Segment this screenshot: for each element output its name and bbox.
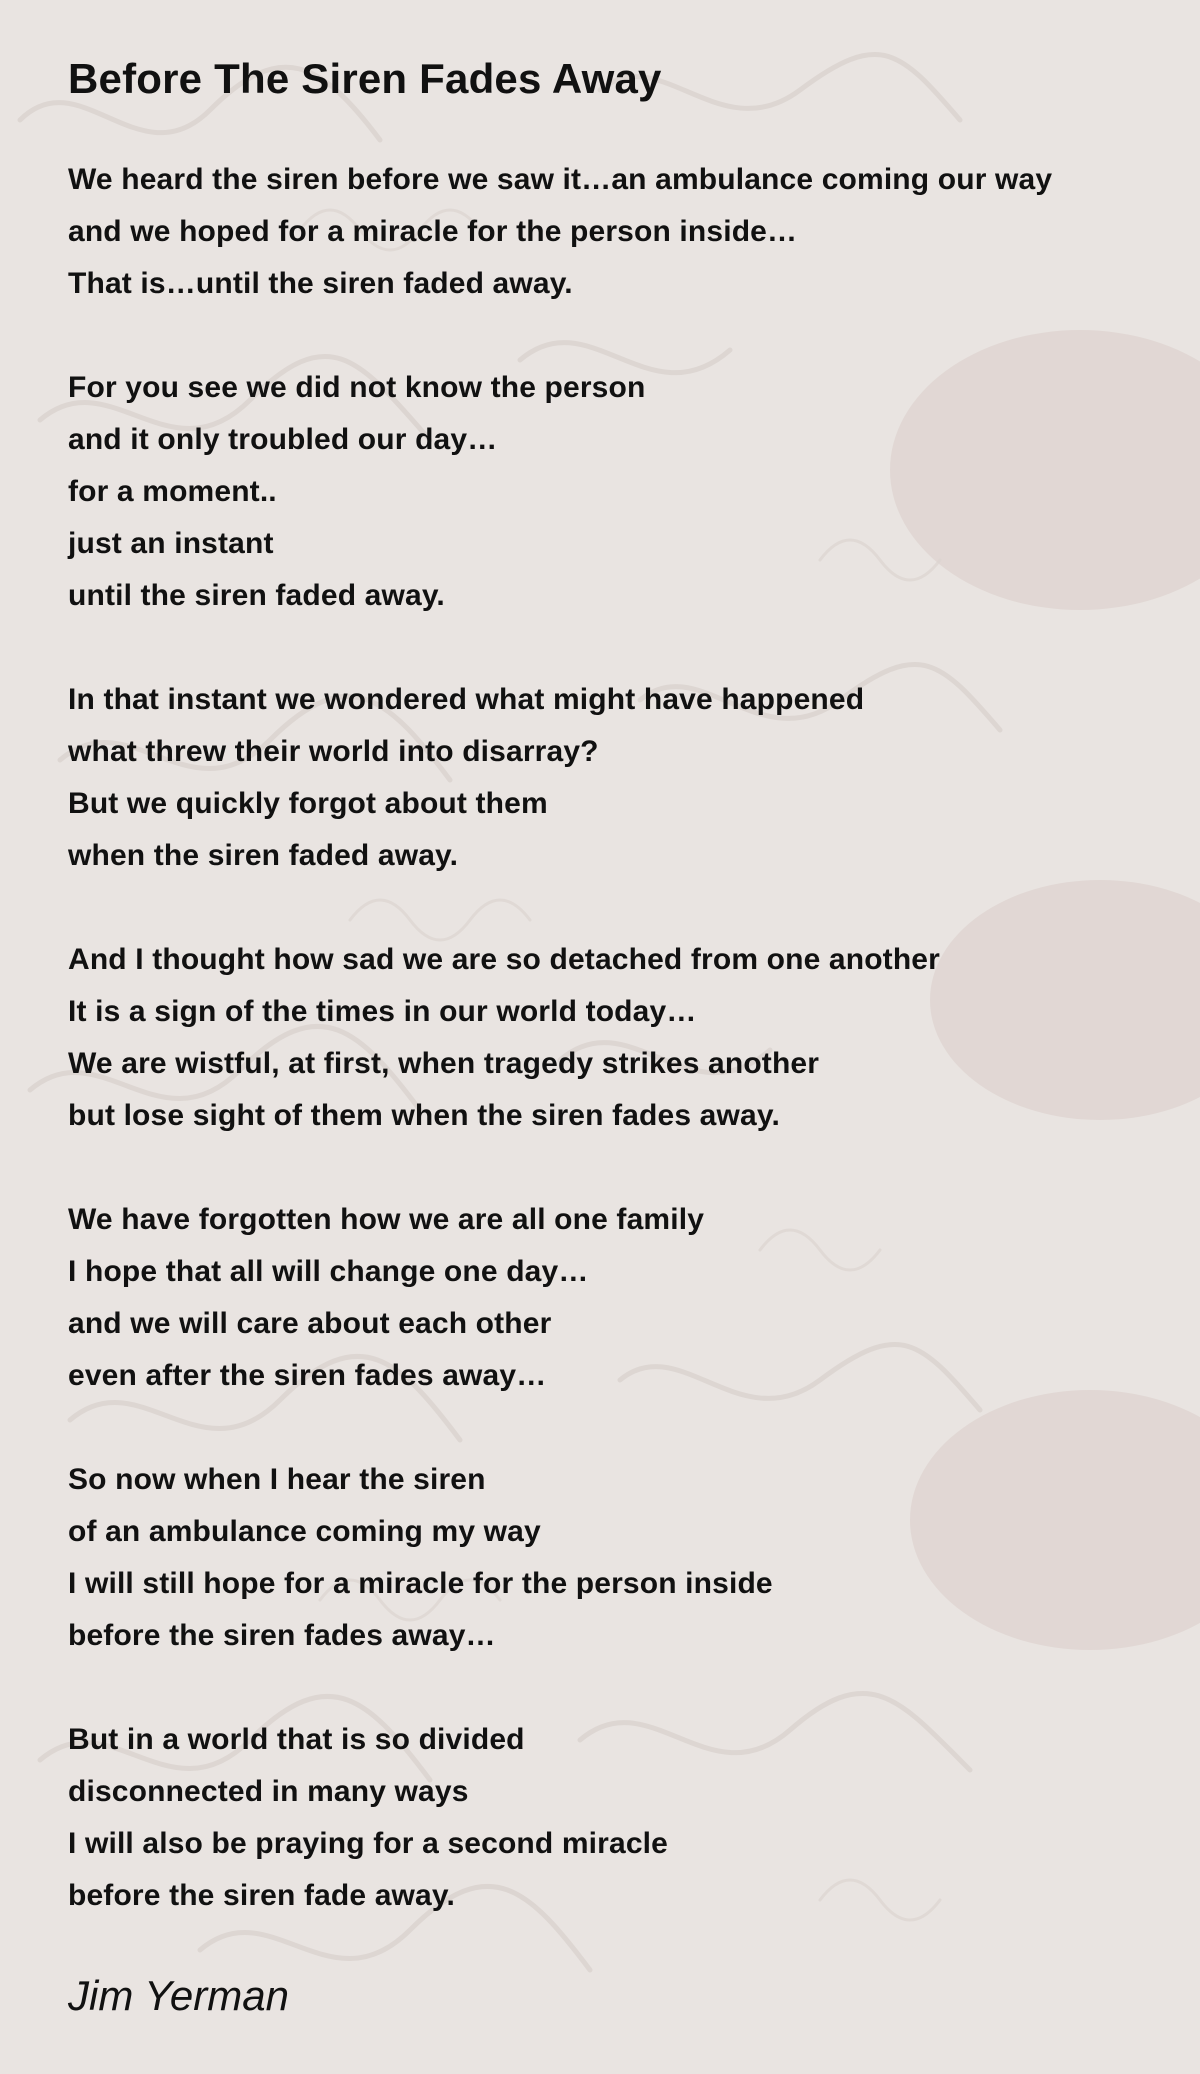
poem-line: And I thought how sad we are so detached from one another <box>68 943 940 976</box>
poem-line: and we hoped for a miracle for the person inside… <box>68 215 798 248</box>
poem-line: of an ambulance coming my way <box>68 1515 541 1548</box>
poem-title: Before The Siren Fades Away <box>68 55 662 102</box>
poem-line: but lose sight of them when the siren fades away. <box>68 1099 780 1132</box>
poem-line: disconnected in many ways <box>68 1775 469 1808</box>
poem-line: We are wistful, at first, when tragedy strikes another <box>68 1047 820 1080</box>
poem-line: In that instant we wondered what might have happened <box>68 683 865 716</box>
stanza-6 <box>68 1454 1168 1662</box>
poem-container <box>68 48 1168 1974</box>
stanza-5 <box>68 1194 1168 1402</box>
poem-line: We have forgotten how we are all one family <box>68 1203 705 1236</box>
stanza-7 <box>68 1714 1168 1922</box>
poem-line: before the siren fade away. <box>68 1879 455 1912</box>
stanza-4 <box>68 934 1168 1142</box>
poem-line: just an instant <box>68 527 274 560</box>
poem-line: We heard the siren before we saw it…an ambulance coming our way <box>68 163 1053 196</box>
poem-line: even after the siren fades away… <box>68 1359 547 1392</box>
poem-line: and it only troubled our day… <box>68 423 498 456</box>
poem-line: when the siren faded away. <box>68 839 459 872</box>
stanza-2 <box>68 362 1168 622</box>
poem-line: So now when I hear the siren <box>68 1463 486 1496</box>
poem-line: For you see we did not know the person <box>68 371 646 404</box>
stanza-1 <box>68 154 1168 310</box>
poem-line: But in a world that is so divided <box>68 1723 525 1756</box>
poem-line: It is a sign of the times in our world today… <box>68 995 697 1028</box>
poem-line: I hope that all will change one day… <box>68 1255 589 1288</box>
poem-line: until the siren faded away. <box>68 579 445 612</box>
poem-line: what threw their world into disarray? <box>68 735 599 768</box>
poem-line: But we quickly forgot about them <box>68 787 548 820</box>
poem-line: I will still hope for a miracle for the person inside <box>68 1567 773 1600</box>
stanza-3 <box>68 674 1168 882</box>
poem-line: That is…until the siren faded away. <box>68 267 573 300</box>
poem-body <box>68 154 1168 1922</box>
poem-line: I will also be praying for a second miracle <box>68 1827 668 1860</box>
poem-line: and we will care about each other <box>68 1307 552 1340</box>
poem-line: before the siren fades away… <box>68 1619 496 1652</box>
poem-author: Jim Yerman <box>68 1972 289 2019</box>
poem-line: for a moment.. <box>68 475 277 508</box>
